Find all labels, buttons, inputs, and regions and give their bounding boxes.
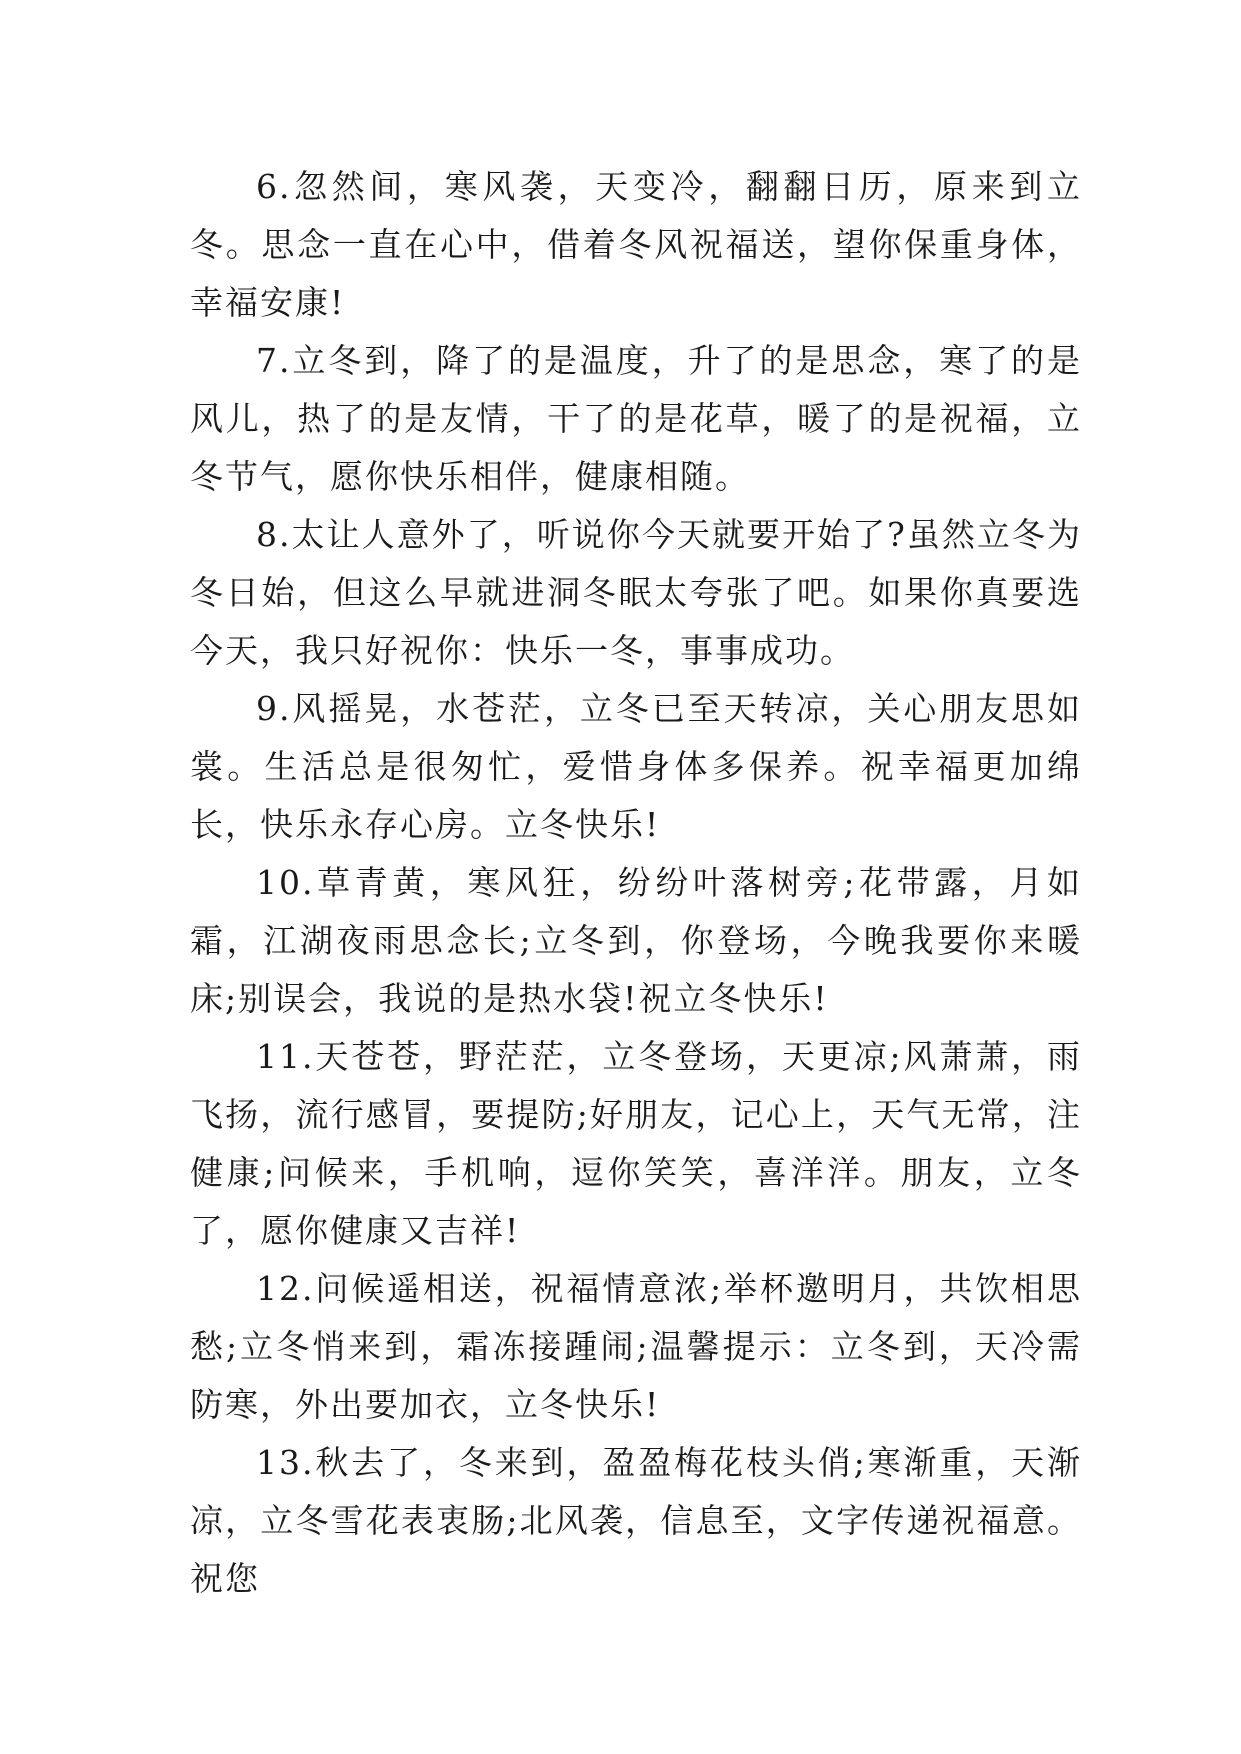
paragraph-11: 11.天苍苍，野茫茫，立冬登场，天更凉;风萧萧，雨飞扬，流行感冒，要提防;好朋友，记心上，天气无常，注健康;问候来，手机响，逗你笑笑，喜洋洋。朋友，立冬了，愿你健康又吉祥! — [190, 1037, 1082, 1250]
paragraph-6: 6.忽然间，寒风袭，天变冷，翻翻日历，原来到立冬。思念一直在心中，借着冬风祝福送，望你保重身体，幸福安康! — [190, 167, 1082, 322]
paragraph-13: 13.秋去了，冬来到，盈盈梅花枝头俏;寒渐重，天渐凉，立冬雪花表衷肠;北风袭，信息至，文字传递祝福意。祝您 — [190, 1443, 1082, 1598]
paragraph-7: 7.立冬到，降了的是温度，升了的是思念，寒了的是风儿，热了的是友情，干了的是花草，暖了的是祝福，立冬节气，愿你快乐相伴，健康相随。 — [190, 341, 1082, 496]
paragraph-10: 10.草青黄，寒风狂，纷纷叶落树旁;花带露，月如霜，江湖夜雨思念长;立冬到，你登场，今晚我要你来暖床;别误会，我说的是热水袋!祝立冬快乐! — [190, 863, 1082, 1018]
paragraph-9: 9.风摇晃，水苍茫，立冬已至天转凉，关心朋友思如裳。生活总是很匆忙，爱惜身体多保养。祝幸福更加绵长，快乐永存心房。立冬快乐! — [190, 689, 1082, 844]
paragraph-12: 12.问候遥相送，祝福情意浓;举杯邀明月，共饮相思愁;立冬悄来到，霜冻接踵闹;温馨提示：立冬到，天冷需防寒，外出要加衣，立冬快乐! — [190, 1269, 1082, 1424]
document-body — [190, 158, 1082, 1608]
paragraph-8: 8.太让人意外了，听说你今天就要开始了?虽然立冬为冬日始，但这么早就进洞冬眠太夸张了吧。如果你真要选今天，我只好祝你：快乐一冬，事事成功。 — [190, 515, 1082, 670]
